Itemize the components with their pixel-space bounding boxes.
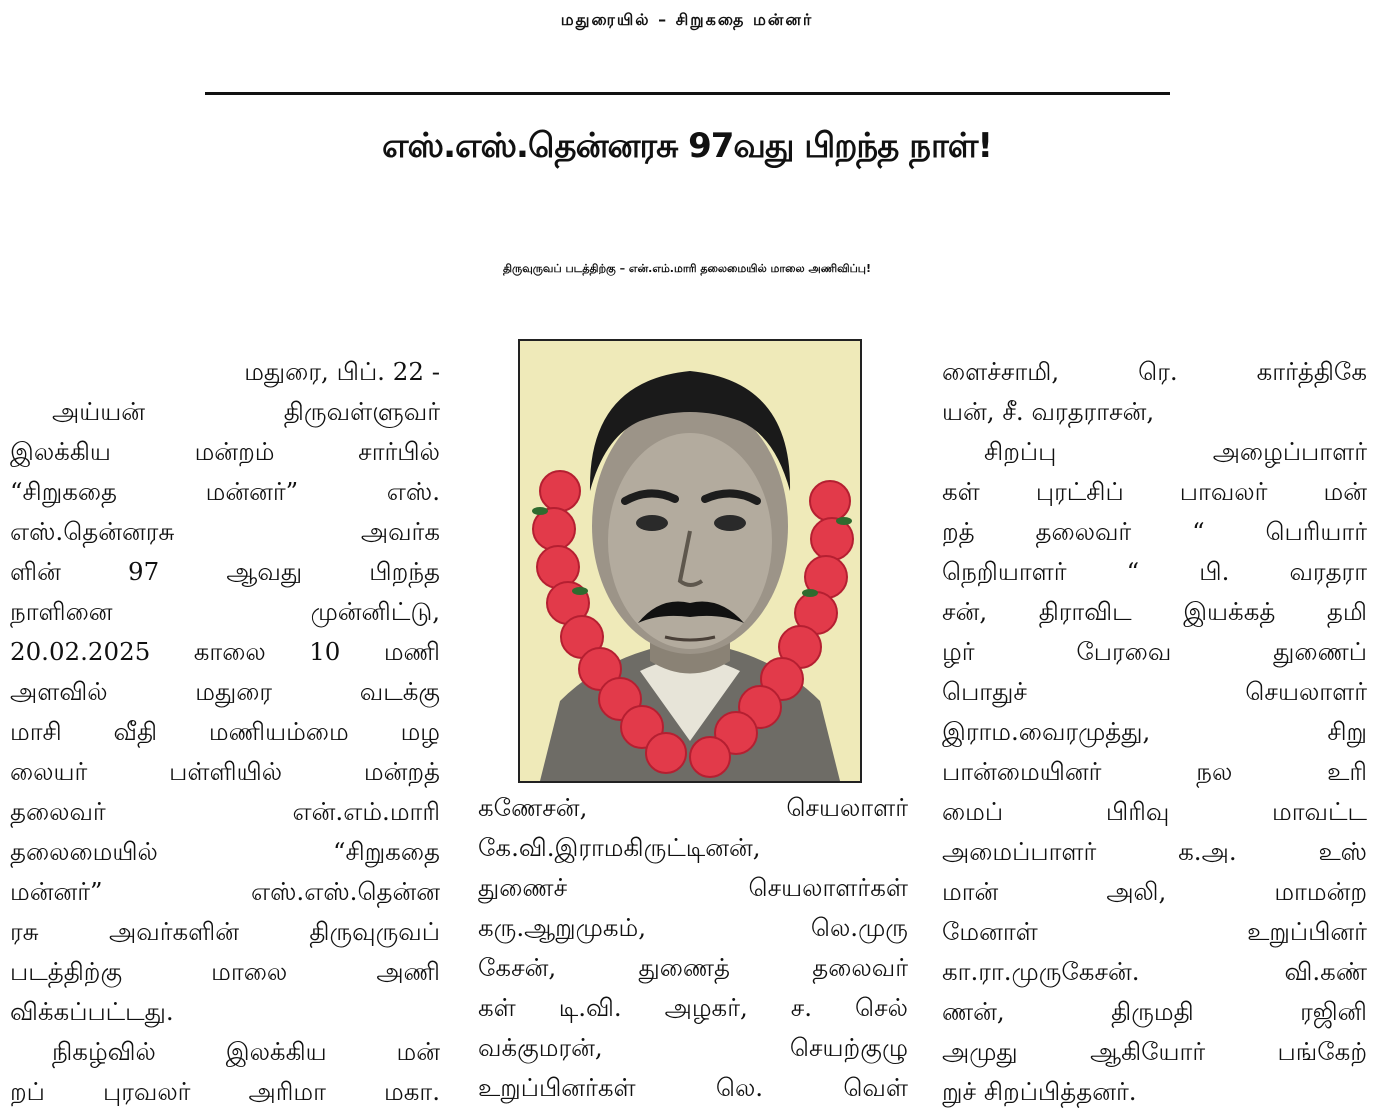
body-line: லையர் பள்ளியில் மன்றத் xyxy=(10,757,440,786)
body-line: துணைச் செயலாளர்கள் xyxy=(478,873,908,902)
body-line: மான் அலி, மாமன்ற xyxy=(942,877,1367,906)
body-line: உறுப்பினர்கள் லெ. வெள் xyxy=(478,1073,908,1102)
body-line: தலைமையில் “சிறுகதை xyxy=(10,837,440,866)
body-line: பொதுச் செயலாளர் xyxy=(942,677,1367,706)
body-line: நாளினை முன்னிட்டு, xyxy=(10,597,440,626)
body-line: ழர் பேரவை துணைப் xyxy=(942,637,1367,666)
body-line: கரு.ஆறுமுகம், லெ.முரு xyxy=(478,913,908,942)
kicker: மதுரையில் – சிறுகதை மன்னர் xyxy=(560,10,814,29)
subhead: திருவுருவப் படத்திற்கு – என்.எம்.மாரி தலைமையில் மாலை அணிவிப்பு! xyxy=(502,262,871,275)
body-line: சன், திராவிட இயக்கத் தமி xyxy=(942,597,1367,626)
headline: எஸ்.எஸ்.தென்னரசு 97வது பிறந்த நாள்! xyxy=(382,126,992,166)
body-line: அமைப்பாளர் க.அ. உஸ் xyxy=(942,837,1367,866)
body-line: விக்கப்பட்டது. xyxy=(10,997,174,1026)
body-line: மாசி வீதி மணியம்மை மழ xyxy=(10,717,440,746)
body-line: யன், சீ. வரதராசன், xyxy=(942,397,1155,426)
body-line: “சிறுகதை மன்னர்” எஸ். xyxy=(10,477,440,506)
body-line: கணேசன், செயலாளர் xyxy=(478,793,908,822)
body-line: ணன், திருமதி ரஜினி xyxy=(942,997,1367,1026)
body-line: மைப் பிரிவு மாவட்ட xyxy=(942,797,1367,826)
body-line: மேனாள் உறுப்பினர் xyxy=(942,917,1367,946)
body-line: கள் டி.வி. அழகர், ச. செல் xyxy=(478,993,908,1022)
column-right xyxy=(942,352,1367,1112)
body-line: இராம.வைரமுத்து, சிறு xyxy=(942,717,1367,746)
body-line: இலக்கிய மன்றம் சார்பில் xyxy=(10,437,440,466)
body-line: 20.02.2025 காலை 10 மணி xyxy=(10,637,440,666)
body-line: அய்யன் திருவள்ளுவர் xyxy=(52,397,440,426)
body-line: றுச் சிறப்பித்தனர். xyxy=(942,1077,1137,1106)
body-line: நிகழ்வில் இலக்கிய மன் xyxy=(52,1037,440,1066)
body-line: ரசு அவர்களின் திருவுருவப் xyxy=(10,917,440,946)
column-left xyxy=(10,352,440,1112)
garlanded-portrait-icon xyxy=(520,341,860,781)
body-line: தலைவர் என்.எம்.மாரி xyxy=(10,797,440,826)
body-line: நெறியாளர் “ பி. வரதரா xyxy=(942,557,1367,586)
body-line: வக்குமரன், செயற்குழு xyxy=(478,1033,908,1062)
body-line: கேசன், துணைத் தலைவர் xyxy=(478,953,908,982)
body-line: றத் தலைவர் “ பெரியார் xyxy=(942,517,1367,546)
body-line: ளின் 97 ஆவது பிறந்த xyxy=(10,557,440,586)
body-line: பான்மையினர் நல உரி xyxy=(942,757,1367,786)
body-line: அமுது ஆகியோர் பங்கேற் xyxy=(942,1037,1367,1066)
body-line: கே.வி.இராமகிருட்டினன், xyxy=(478,833,761,862)
dateline: மதுரை, பிப். 22 - xyxy=(244,357,440,386)
body-line: படத்திற்கு மாலை அணி xyxy=(10,957,440,986)
body-line: ளைச்சாமி, ரெ. கார்த்திகே xyxy=(942,357,1367,386)
body-line: கா.ரா.முருகேசன். வி.கண் xyxy=(942,957,1367,986)
body-line: றப் புரவலர் அரிமா மகா. xyxy=(10,1077,440,1106)
body-line: சிறப்பு அழைப்பாளர் xyxy=(984,437,1367,466)
column-middle xyxy=(478,788,908,1108)
body-line: கள் புரட்சிப் பாவலர் மன் xyxy=(942,477,1367,506)
portrait-photo xyxy=(518,339,862,783)
body-line: மன்னர்” எஸ்.எஸ்.தென்ன xyxy=(10,877,440,906)
body-line: அளவில் மதுரை வடக்கு xyxy=(10,677,440,706)
body-line: எஸ்.தென்னரசு அவர்க xyxy=(10,517,440,546)
kicker-rule xyxy=(205,92,1170,95)
